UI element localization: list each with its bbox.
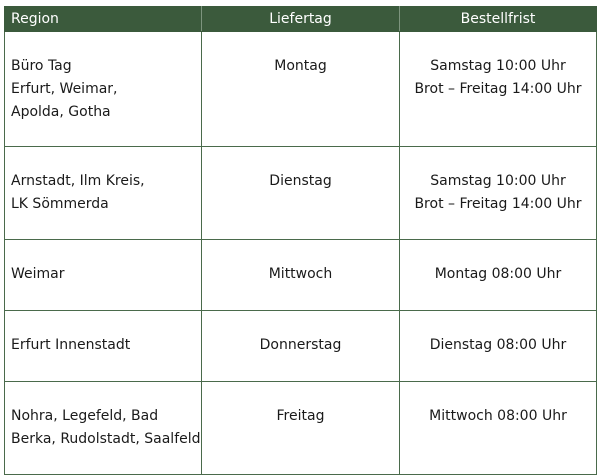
region-line: Weimar xyxy=(11,266,65,282)
table-row xyxy=(5,147,597,240)
liefertag-value: Donnerstag xyxy=(259,337,342,353)
delivery-schedule-table xyxy=(4,6,597,475)
bestellfrist-line: Mittwoch 08:00 Uhr xyxy=(429,408,567,424)
region-cell xyxy=(5,147,202,240)
region-line: Erfurt, Weimar, xyxy=(11,81,118,97)
table-body xyxy=(5,32,597,475)
table-row xyxy=(5,240,597,311)
region-cell xyxy=(5,382,202,475)
region-cell xyxy=(5,311,202,382)
header-row xyxy=(5,7,597,32)
region-line: Apolda, Gotha xyxy=(11,104,111,120)
liefertag-cell xyxy=(202,311,400,382)
region-line: LK Sömmerda xyxy=(11,196,109,212)
bestellfrist-cell xyxy=(400,147,597,240)
table-header xyxy=(5,7,597,32)
bestellfrist-line: Samstag 10:00 Uhr xyxy=(430,58,566,74)
table-row xyxy=(5,382,597,475)
region-line: Erfurt Innenstadt xyxy=(11,337,131,353)
bestellfrist-line: Dienstag 08:00 Uhr xyxy=(429,337,567,353)
region-line: Büro Tag xyxy=(11,58,72,74)
liefertag-cell xyxy=(202,240,400,311)
region-line: Nohra, Legefeld, Bad xyxy=(11,408,159,424)
liefertag-cell xyxy=(202,147,400,240)
liefertag-cell xyxy=(202,32,400,147)
liefertag-value: Dienstag xyxy=(269,173,332,189)
table-row xyxy=(5,311,597,382)
header-bestellfrist: Bestellfrist xyxy=(400,7,597,32)
liefertag-value: Montag xyxy=(274,58,327,74)
bestellfrist-cell xyxy=(400,382,597,475)
liefertag-value: Mittwoch xyxy=(268,266,333,282)
table-row xyxy=(5,32,597,147)
region-cell xyxy=(5,32,202,147)
region-cell xyxy=(5,240,202,311)
region-line: Arnstadt, Ilm Kreis, xyxy=(11,173,145,189)
header-region: Region xyxy=(5,7,202,32)
bestellfrist-line: Brot – Freitag 14:00 Uhr xyxy=(414,196,582,212)
liefertag-cell xyxy=(202,382,400,475)
liefertag-value: Freitag xyxy=(276,408,325,424)
bestellfrist-cell xyxy=(400,32,597,147)
bestellfrist-line: Brot – Freitag 14:00 Uhr xyxy=(414,81,582,97)
bestellfrist-line: Montag 08:00 Uhr xyxy=(434,266,562,282)
bestellfrist-line: Samstag 10:00 Uhr xyxy=(430,173,566,189)
region-line: Berka, Rudolstadt, Saalfeld xyxy=(11,431,201,447)
bestellfrist-cell xyxy=(400,240,597,311)
bestellfrist-cell xyxy=(400,311,597,382)
header-liefertag: Liefertag xyxy=(202,7,400,32)
